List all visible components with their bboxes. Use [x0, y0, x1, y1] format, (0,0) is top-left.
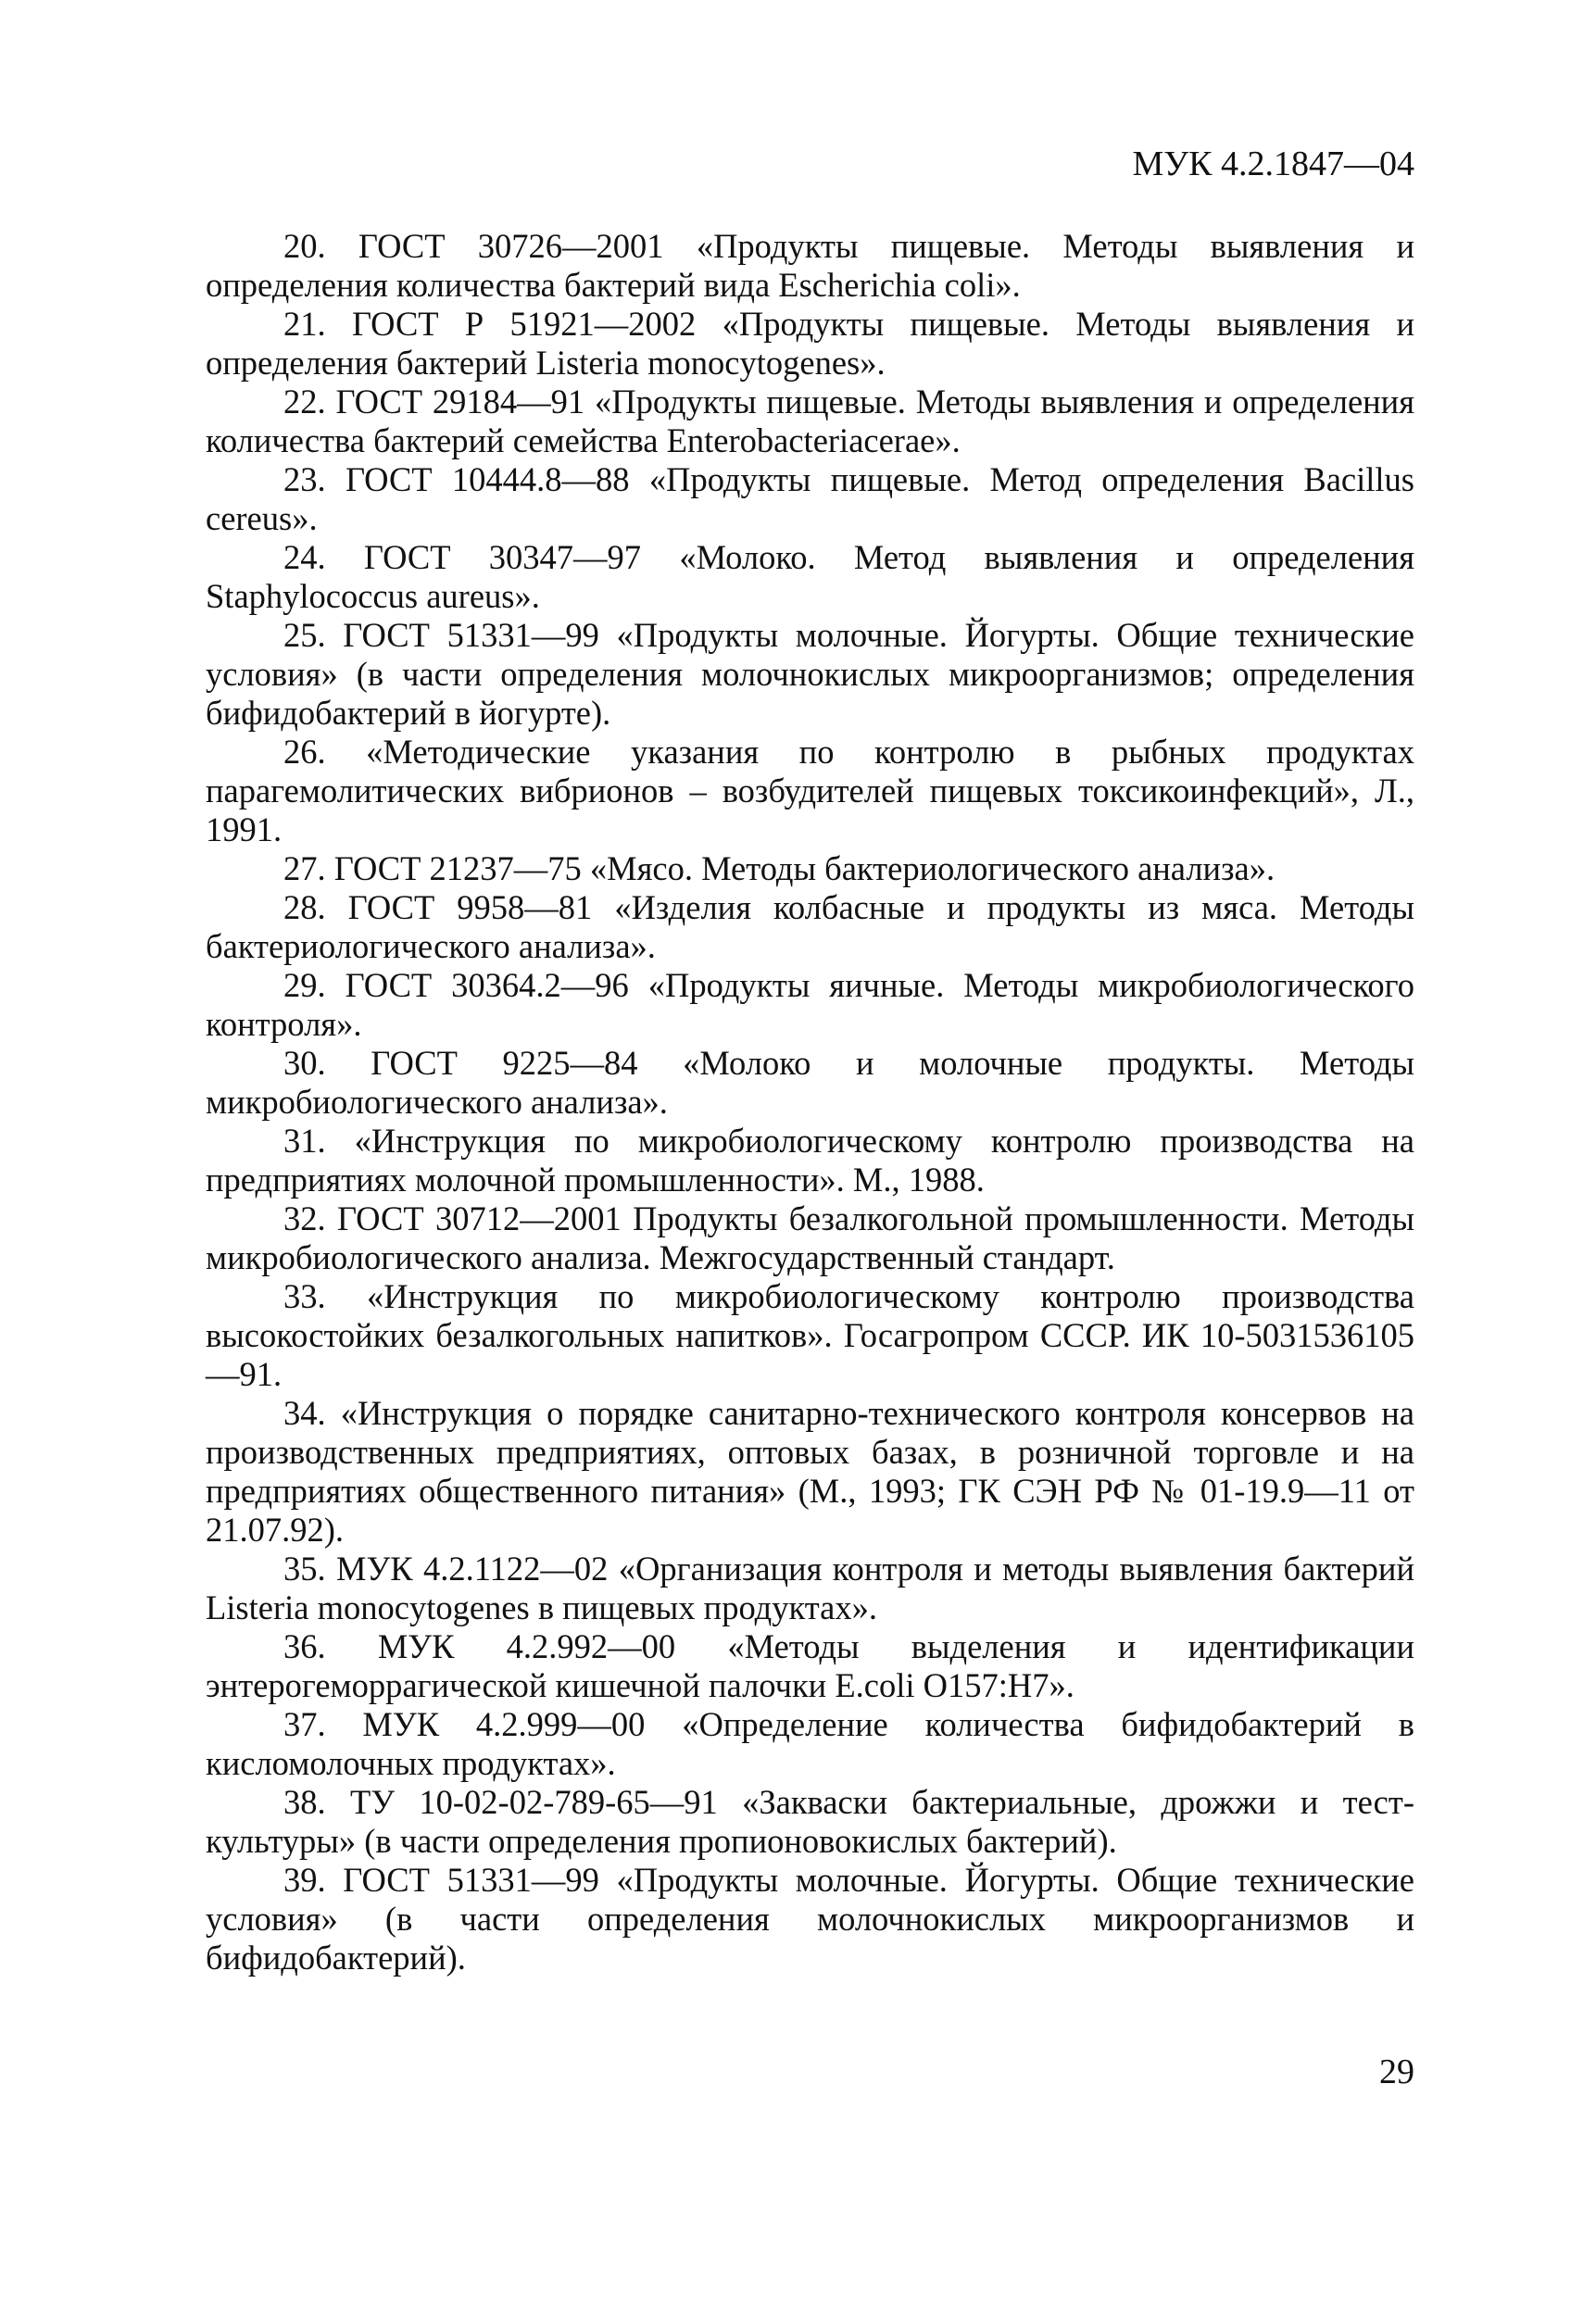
reference-item-21: 21. ГОСТ Р 51921—2002 «Продукты пищевые. Методы выявления и определения бактерий Listeria monocytogenes».: [206, 305, 1414, 382]
reference-item-20: 20. ГОСТ 30726—2001 «Продукты пищевые. Методы выявления и определения количества бактерий вида Escherichia coli».: [206, 227, 1414, 304]
reference-item-38: 38. ТУ 10-02-02-789-65—91 «Закваски бактериальные, дрожжи и тест-культуры» (в части определения пропионовокислых бактерий).: [206, 1783, 1414, 1860]
reference-item-29: 29. ГОСТ 30364.2—96 «Продукты яичные. Методы микробиологического контроля».: [206, 966, 1414, 1043]
reference-item-31: 31. «Инструкция по микробиологическому контролю производства на предприятиях молочной промышленности». М., 1988.: [206, 1122, 1414, 1199]
reference-item-32: 32. ГОСТ 30712—2001 Продукты безалкогольной промышленности. Методы микробиологического анализа. Межгосударственный стандарт.: [206, 1199, 1414, 1276]
reference-item-34: 34. «Инструкция о порядке санитарно-технического контроля консервов на производственных предприятиях, оптовых базах, в розничной торговле и на предприятиях общественного питания» (М., 1993; ГК СЭН РФ № 01-19.9—11 от 21.07.92).: [206, 1394, 1414, 1549]
reference-item-25: 25. ГОСТ 51331—99 «Продукты молочные. Йогурты. Общие технические условия» (в части определения молочнокислых микроорганизмов; определения бифидобактерий в йогурте).: [206, 616, 1414, 732]
reference-item-22: 22. ГОСТ 29184—91 «Продукты пищевые. Методы выявления и определения количества бактерий семейства Enterobacteriacerae».: [206, 383, 1414, 459]
page-number: 29: [1379, 2053, 1414, 2091]
reference-item-26: 26. «Методические указания по контролю в рыбных продуктах парагемолитических вибрионов – возбудителей пищевых токсикоинфекций», Л., 1991.: [206, 733, 1414, 848]
reference-item-24: 24. ГОСТ 30347—97 «Молоко. Метод выявления и определения Staphylococcus aureus».: [206, 538, 1414, 615]
reference-item-35: 35. МУК 4.2.1122—02 «Организация контроля и методы выявления бактерий Listeria monocytogenes в пищевых продуктах».: [206, 1550, 1414, 1626]
reference-item-37: 37. МУК 4.2.999—00 «Определение количества бифидобактерий в кисломолочных продуктах».: [206, 1705, 1414, 1782]
document-code-header: МУК 4.2.1847—04: [1132, 144, 1414, 183]
reference-item-30: 30. ГОСТ 9225—84 «Молоко и молочные продукты. Методы микробиологического анализа».: [206, 1044, 1414, 1121]
reference-item-33: 33. «Инструкция по микробиологическому контролю производства высокостойких безалкогольных напитков». Госагропром СССР. ИК 10-5031536105—91.: [206, 1277, 1414, 1393]
reference-list: [206, 227, 1414, 1977]
reference-item-36: 36. МУК 4.2.992—00 «Методы выделения и идентификации энтерогеморрагической кишечной палочки E.coli O157:H7».: [206, 1627, 1414, 1704]
reference-item-23: 23. ГОСТ 10444.8—88 «Продукты пищевые. Метод определения Bacillus cereus».: [206, 460, 1414, 537]
reference-item-28: 28. ГОСТ 9958—81 «Изделия колбасные и продукты из мяса. Методы бактериологического анализа».: [206, 888, 1414, 965]
reference-item-39: 39. ГОСТ 51331—99 «Продукты молочные. Йогурты. Общие технические условия» (в части определения молочнокислых микроорганизмов и бифидобактерий).: [206, 1861, 1414, 1977]
reference-item-27: 27. ГОСТ 21237—75 «Мясо. Методы бактериологического анализа».: [283, 849, 1276, 887]
